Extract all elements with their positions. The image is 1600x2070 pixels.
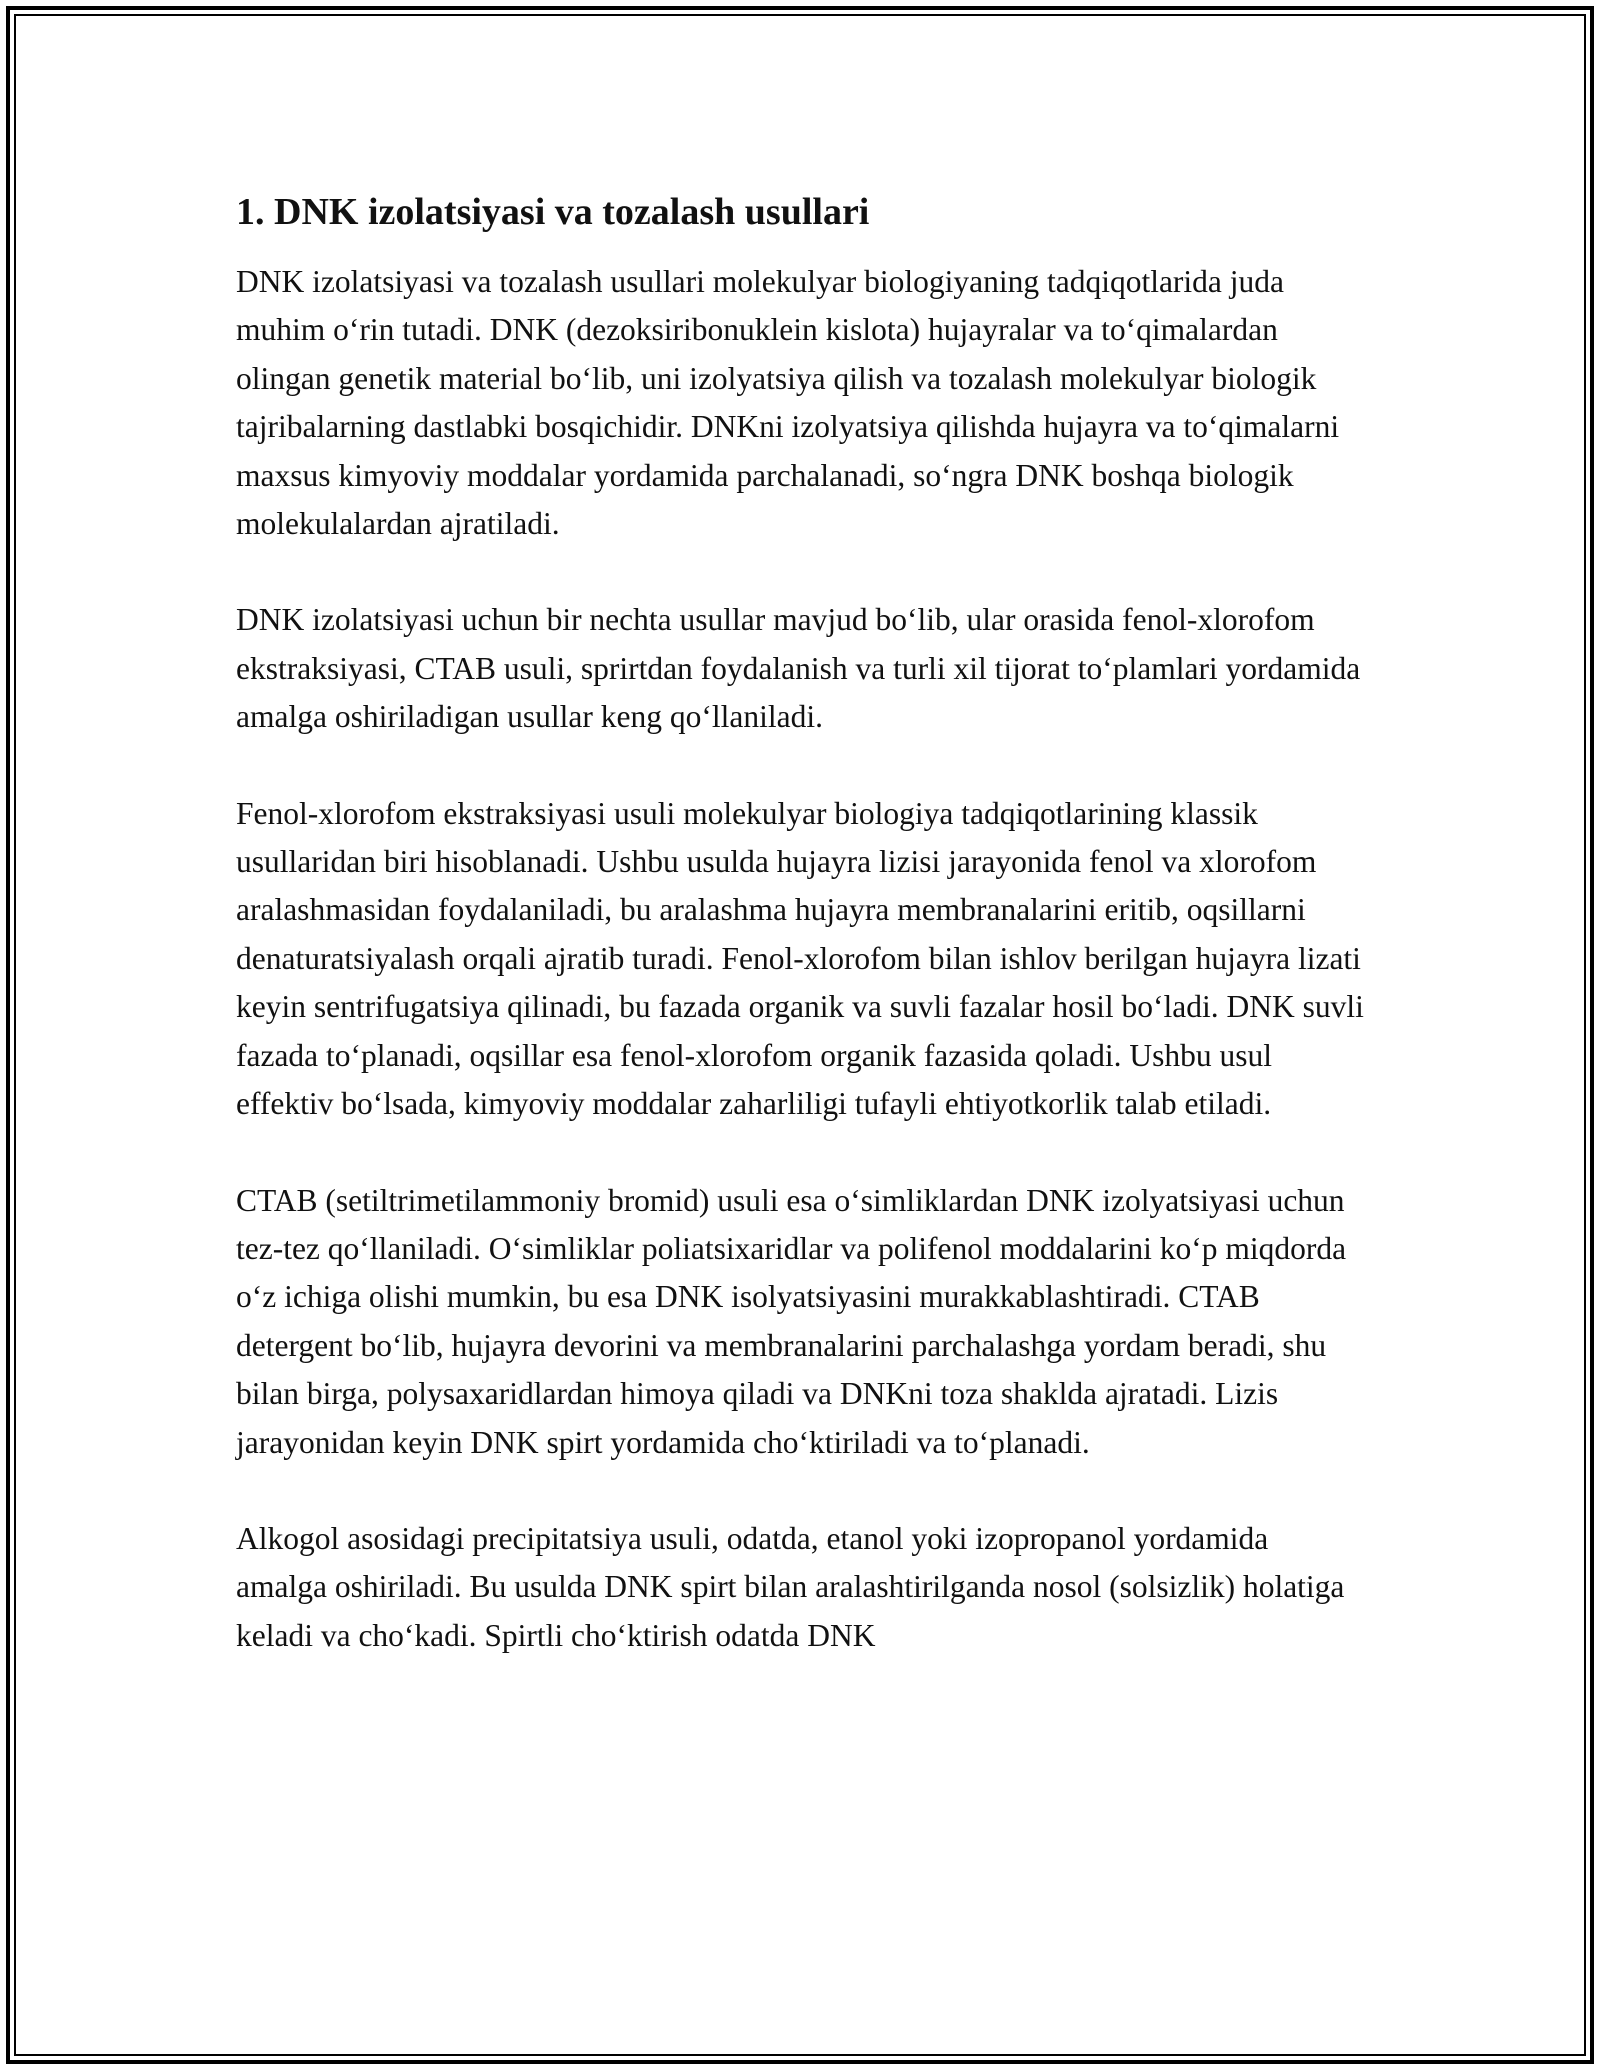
paragraph-phenol-chloroform: Fenol-xlorofom ekstraksiyasi usuli molekulyar biologiya tadqiqotlarining klassik usullaridan biri hisoblanadi. Ushbu usulda hujayra lizisi jarayonida fenol va xlorofom aralashmasidan foydalaniladi, bu aralashma hujayra membranalarini eritib, oqsillarni denaturatsiyalash orqali ajratib turadi. Fenol-xlorofom bilan ishlov berilgan hujayra lizati keyin sentrifugatsiya qilinadi, bu fazada organik va suvli fazalar hosil bo‘ladi. DNK suvli fazada to‘planadi, oqsillar esa fenol-xlorofom organik fazasida qoladi. Ushbu usul effektiv bo‘lsada, kimyoviy moddalar zaharliligi tufayli ehtiyotkorlik talab etiladi. — [236, 795, 1364, 1122]
document-body — [236, 188, 1366, 1708]
paragraph-alcohol-precipitation: Alkogol asosidagi precipitatsiya usuli, odatda, etanol yoki izopropanol yordamida amalga oshiriladi. Bu usulda DNK spirt bilan aralashtirilganda nosol (solsizlik) holatiga keladi va cho‘kadi. Spirtli cho‘ktirish odatda DNK — [236, 1520, 1345, 1653]
paragraph-ctab: CTAB (setiltrimetilammoniy bromid) usuli esa o‘simliklardan DNK izolyatsiyasi uchun tez-tez qo‘llaniladi. O‘simliklar poliatsixaridlar va polifenol moddalarini ko‘p miqdorda o‘z ichiga olishi mumkin, bu esa DNK isolyatsiyasini murakkablashtiradi. CTAB detergent bo‘lib, hujayra devorini va membranalarini parchalashga yordam beradi, shu bilan birga, polysaxaridlardan himoya qiladi va DNKni toza shaklda ajratadi. Lizis jarayonidan keyin DNK spirt yordamida cho‘ktiriladi va to‘planadi. — [236, 1182, 1347, 1460]
paragraph-intro: DNK izolatsiyasi va tozalash usullari molekulyar biologiyaning tadqiqotlarida juda muhim o‘rin tutadi. DNK (dezoksiribonuklein kislota) hujayralar va to‘qimalardan olingan genetik material bo‘lib, uni izolyatsiya qilish va tozalash molekulyar biologik tajribalarning dastlabki bosqichidir. DNKni izolyatsiya qilishda hujayra va to‘qimalarni maxsus kimyoviy moddalar yordamida parchalanadi, so‘ngra DNK boshqa biologik molekulalardan ajratiladi. — [236, 264, 1340, 542]
paragraph-methods-overview: DNK izolatsiyasi uchun bir nechta usullar mavjud bo‘lib, ular orasida fenol-xlorofom ekstraksiyasi, CTAB usuli, sprirtdan foydalanish va turli xil tijorat to‘plamlari yordamida amalga oshiriladigan usullar keng qo‘llaniladi. — [236, 602, 1361, 735]
section-title: 1. DNK izolatsiyasi va tozalash usullari — [236, 191, 870, 233]
